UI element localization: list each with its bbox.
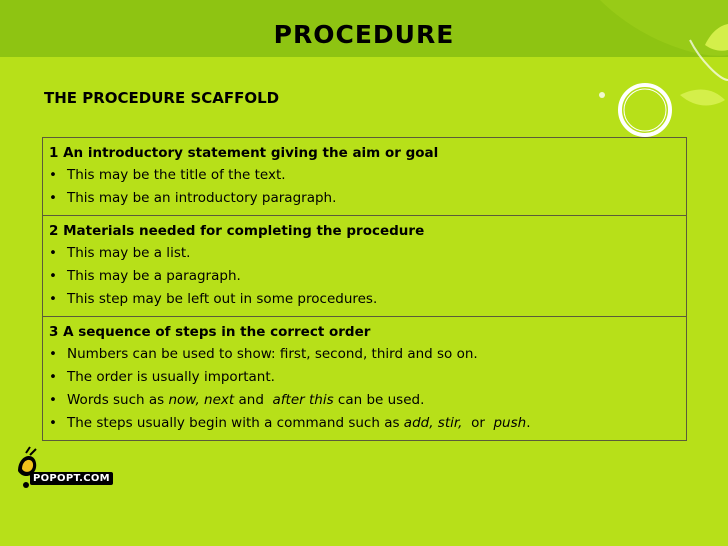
- list-item: [49, 343, 680, 366]
- list-item: [49, 242, 680, 265]
- section-2: [43, 215, 686, 316]
- bullet-icon: •: [49, 245, 57, 261]
- emphasis-text: push: [493, 415, 527, 431]
- list-item-text: This step may be left out in some procedures.: [67, 291, 378, 307]
- list-item: [49, 412, 680, 435]
- list-item-text: This may be a paragraph.: [67, 268, 241, 284]
- list-item: [49, 288, 680, 311]
- emphasis-text: add, stir,: [403, 415, 463, 431]
- list-item: [49, 164, 680, 187]
- page-title: PROCEDURE: [273, 20, 455, 49]
- section-heading: 2 Materials needed for completing the procedure: [49, 223, 425, 239]
- list-item-text: This may be an introductory paragraph.: [67, 190, 337, 206]
- emphasis-text: now, next: [168, 392, 235, 408]
- list-item: [49, 366, 680, 389]
- text-segment: Words such as: [67, 392, 169, 408]
- emphasis-text: after this: [272, 392, 334, 408]
- list-item-text: The order is usually important.: [67, 369, 275, 385]
- bullet-icon: •: [49, 291, 57, 307]
- bullet-icon: •: [49, 190, 57, 206]
- list-item-text: This may be the title of the text.: [67, 167, 286, 183]
- text-segment: The steps usually begin with a command such as: [67, 415, 404, 431]
- bullet-icon: •: [49, 346, 57, 362]
- list-item-text: Numbers can be used to show: first, second, third and so on.: [67, 346, 478, 362]
- bullet-icon: •: [49, 392, 57, 408]
- text-segment: and: [234, 392, 273, 408]
- text-segment: .: [526, 415, 531, 431]
- section-subtitle: THE PROCEDURE SCAFFOLD: [44, 89, 280, 107]
- list-item: [49, 389, 680, 412]
- bullet-icon: •: [49, 415, 57, 431]
- bullet-icon: •: [49, 167, 57, 183]
- section-heading: 3 A sequence of steps in the correct order: [49, 324, 371, 340]
- logo-text: POPOPT.COM: [30, 472, 113, 485]
- list-item: [49, 187, 680, 210]
- text-segment: can be used.: [333, 392, 425, 408]
- section-3: [43, 316, 686, 440]
- list-item-text: [67, 412, 530, 435]
- section-1: [43, 138, 686, 215]
- list-item-text: This may be a list.: [67, 245, 191, 261]
- bullet-icon: •: [49, 369, 57, 385]
- list-item-text: [67, 389, 424, 412]
- bullet-icon: •: [49, 268, 57, 284]
- list-item: [49, 265, 680, 288]
- text-segment: or: [462, 415, 494, 431]
- procedure-table: [42, 137, 687, 441]
- section-heading: 1 An introductory statement giving the aim or goal: [49, 145, 439, 161]
